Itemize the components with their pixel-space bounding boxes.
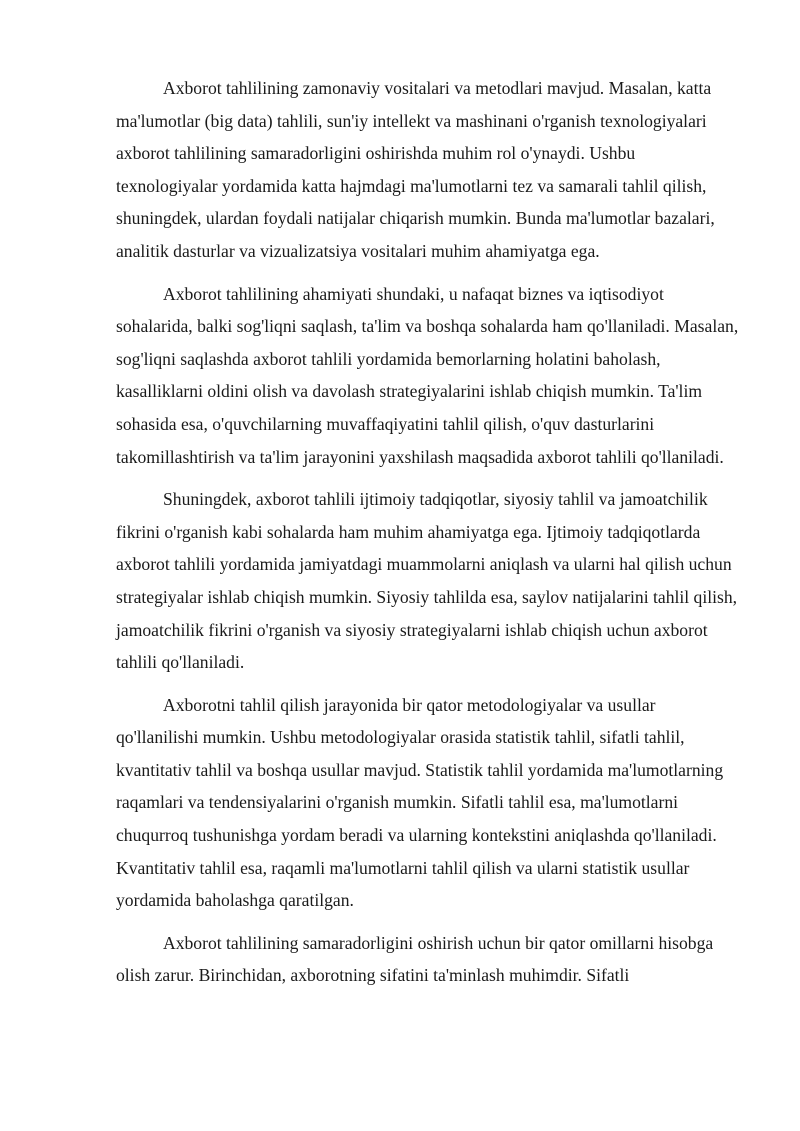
paragraph: Axborotni tahlil qilish jarayonida bir qator metodologiyalar va usullar qo'llanilishi mumkin. Ushbu metodologiyalar orasida statistik tahlil, sifatli tahlil, kvantitativ tahlil va boshqa usullar mavjud. Statistik tahlil yordamida ma'lumotlarning raqamlari va tendensiyalarini o'rganish mumkin. Sifatli tahlil esa, ma'lumotlarni chuqurroq tushunishga yordam beradi va ularning kontekstini aniqlashda qo'llaniladi. Kvantitativ tahlil esa, raqamli ma'lumotlarni tahlil qilish va ularni statistik usullar yordamida baholashga qaratilgan. bbox=[116, 694, 724, 911]
paragraph: Axborot tahlilining samaradorligini oshirish uchun bir qator omillarni hisobga olish zarur. Birinchidan, axborotning sifatini ta'minlash muhimdir. Sifatli bbox=[116, 932, 714, 986]
document-body bbox=[116, 72, 740, 992]
paragraph: Axborot tahlilining ahamiyati shundaki, u nafaqat biznes va iqtisodiyot sohalarida, balki sog'liqni saqlash, ta'lim va boshqa sohalarda ham qo'llaniladi. Masalan, sog'liqni saqlashda axborot tahlili yordamida bemorlarning holatini baholash, kasalliklarni oldini olish va davolash strategiyalarini ishlab chiqish mumkin. Ta'lim sohasida esa, o'quvchilarning muvaffaqiyatini tahlil qilish, o'quv dasturlarini takomillashtirish va ta'lim jarayonini yaxshilash maqsadida axborot tahlili qo'llaniladi. bbox=[116, 283, 739, 467]
paragraph: Axborot tahlilining zamonaviy vositalari va metodlari mavjud. Masalan, katta ma'lumotlar (big data) tahlili, sun'iy intellekt va mashinani o'rganish texnologiyalari axborot tahlilining samaradorligini oshirishda muhim rol o'ynaydi. Ushbu texnologiyalar yordamida katta hajmdagi ma'lumotlarni tez va samarali tahlil qilish, shuningdek, ulardan foydali natijalar chiqarish mumkin. Bunda ma'lumotlar bazalari, analitik dasturlar va vizualizatsiya vositalari muhim ahamiyatga ega. bbox=[116, 78, 715, 261]
paragraph: Shuningdek, axborot tahlili ijtimoiy tadqiqotlar, siyosiy tahlil va jamoatchilik fikrini o'rganish kabi sohalarda ham muhim ahamiyatga ega. Ijtimoiy tadqiqotlarda axborot tahlili yordamida jamiyatdagi muammolarni aniqlash va ularni hal qilish uchun strategiyalar ishlab chiqish mumkin. Siyosiy tahlilda esa, saylov natijalarini tahlil qilish, jamoatchilik fikrini o'rganish va siyosiy strategiyalarni ishlab chiqish uchun axborot tahlili qo'llaniladi. bbox=[116, 489, 738, 673]
